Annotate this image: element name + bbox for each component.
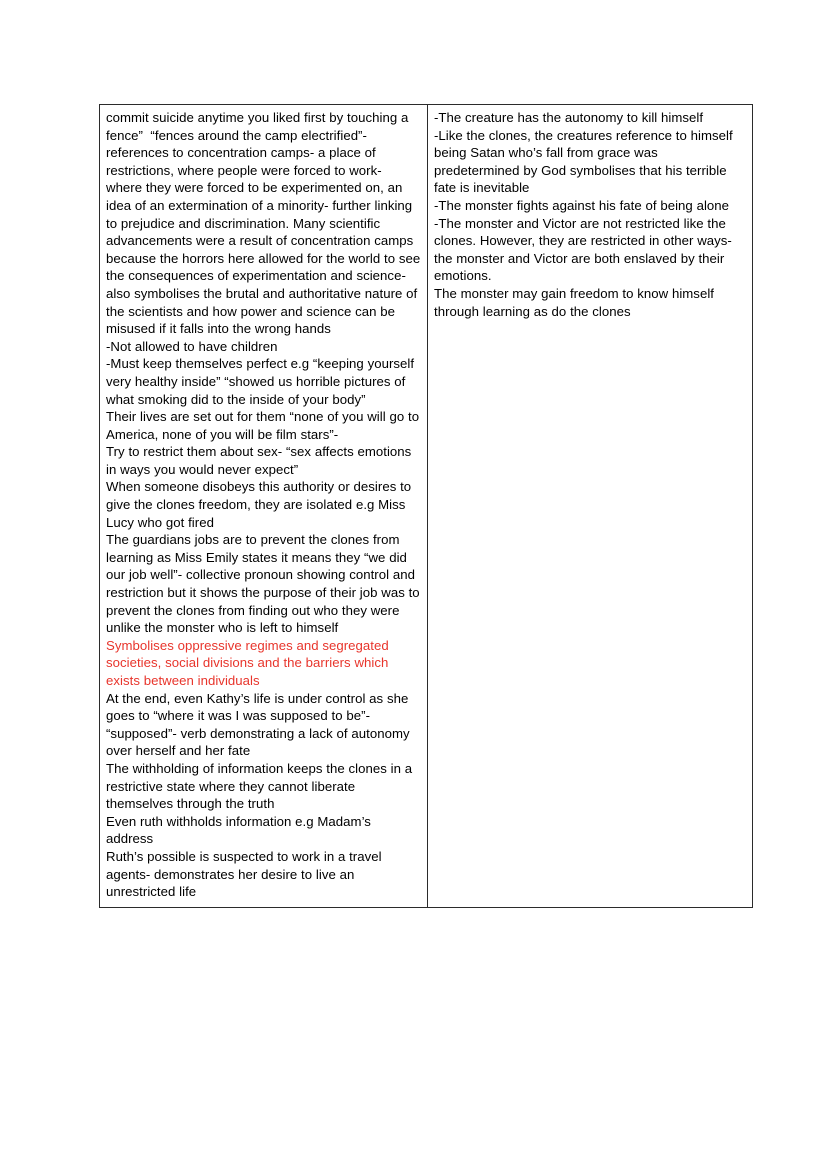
text-block: Try to restrict them about sex- “sex affects emotions in ways you would never expect”: [106, 444, 416, 477]
left-column-content: [106, 109, 425, 901]
notes-table: [99, 104, 753, 908]
right-column-content: [434, 109, 746, 320]
highlighted-text-block: Symbolises oppressive regimes and segregated societies, social divisions and the barriers which exists between individuals: [106, 637, 393, 688]
text-block: -The monster and Victor are not restricted like the clones. However, they are restricted in other ways- the monster and Victor are both enslaved by their emotions.: [434, 215, 736, 284]
text-block: -The monster fights against his fate of being alone: [434, 197, 730, 213]
text-block: The monster may gain freedom to know himself through learning as do the clones: [434, 285, 718, 319]
text-block: Their lives are set out for them “none of you will go to America, none of you will be film stars”-: [106, 409, 423, 442]
text-block: Ruth’s possible is suspected to work in a travel agents- demonstrates her desire to live an unrestricted life: [106, 848, 386, 900]
table-cell-left: [100, 105, 428, 908]
text-block: -Not allowed to have children: [106, 338, 278, 354]
text-block: commit suicide anytime you liked first by touching a fence” “fences around the camp electrified”- references to concentration camps- a place of restrictions, where people were forced to work- where they were forced to be experimented on, an idea of an extermination of a minority- further linking to prejudice and discrimination. Many scientific advancements were a result of concentration camps because the horrors here allowed for the world to see the consequences of experimentation and science- also symbolises the brutal and authoritative nature of the scientists and how power and science can be misused if it falls into the wrong hands: [106, 110, 425, 337]
text-block: The guardians jobs are to prevent the clones from learning as Miss Emily states it means they “we did our job well”- collective pronoun showing control and restriction but it shows the purpose of their job was to prevent the clones from finding out who they were unlike the monster who is left to himself: [106, 532, 424, 636]
text-block: Even ruth withholds information e.g Madam’s address: [106, 813, 375, 847]
table-row: [100, 105, 753, 908]
text-block: At the end, even Kathy’s life is under control as she goes to “where it was I was supposed to be”- “supposed”- verb demonstrating a lack of autonomy over herself and her fate: [106, 690, 414, 759]
text-block: The withholding of information keeps the clones in a restrictive state where they cannot liberate themselves through the truth: [106, 760, 416, 812]
text-block: -The creature has the autonomy to kill himself: [434, 110, 704, 125]
text-block: When someone disobeys this authority or desires to give the clones freedom, they are isolated e.g Miss Lucy who got fired: [106, 479, 415, 530]
table-cell-right: [428, 105, 753, 908]
text-block: -Like the clones, the creatures reference to himself being Satan who’s fall from grace was predetermined by God symbolises that his terrible fate is inevitable: [434, 127, 737, 196]
text-block: -Must keep themselves perfect e.g “keeping yourself very healthy inside” “showed us horrible pictures of what smoking did to the inside of your body”: [106, 356, 418, 407]
